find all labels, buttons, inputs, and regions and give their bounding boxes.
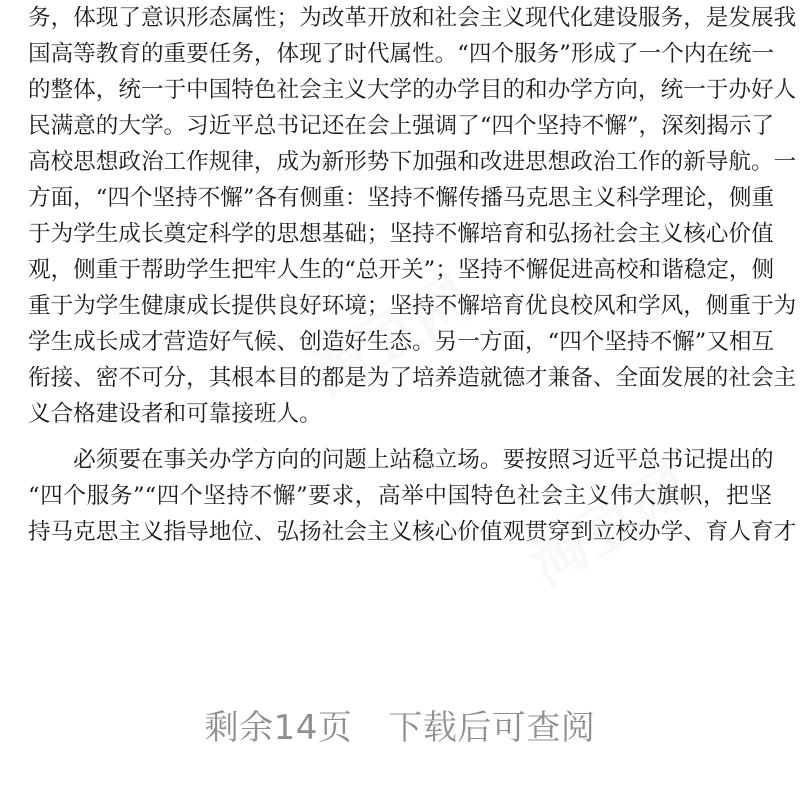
watermark-logo: 淘豆网 <box>517 453 702 600</box>
text-line: 观，侧重于帮助学生把牢人生的“总开关”；坚持不懈促进高校和谐稳定，侧 <box>28 257 775 283</box>
text-line: 必须要在事关办学方向的问题上站稳立场。要按照习近平总书记提出的 <box>28 447 774 473</box>
paragraph-2 <box>28 442 797 550</box>
paragraph-gap <box>28 432 772 442</box>
text-line: 义合格建设者和可靠接班人。 <box>28 401 322 427</box>
text-line: 的整体，统一于中国特色社会主义大学的办学目的和办学方向，统一于办好人 <box>28 77 797 103</box>
text-line: 方面，“四个坚持不懈”各有侧重：坚持不懈传播马克思主义科学理论，侧重 <box>28 185 775 211</box>
download-hint-text: 下载后可查阅 <box>388 708 596 748</box>
text-line: 重于为学生健康成长提供良好环境；坚持不懈培育优良校风和学风，侧重于为 <box>28 293 797 319</box>
document-body <box>28 0 797 550</box>
text-line: 民满意的大学。习近平总书记还在会上强调了“四个坚持不懈”，深刻揭示了 <box>28 113 775 139</box>
text-line: 于为学生成长奠定科学的思想基础；坚持不懈培育和弘扬社会主义核心价值 <box>28 221 774 247</box>
paragraph-1 <box>28 0 797 432</box>
remaining-pages-notice <box>0 704 800 752</box>
text-line: 持马克思主义指导地位、弘扬社会主义核心价值观贯穿到立校办学、育人育才 <box>28 519 797 545</box>
text-line: 国高等教育的重要任务，体现了时代属性。“四个服务”形成了一个内在统一 <box>28 41 775 67</box>
text-line: 学生成长成才营造好气候、创造好生态。另一方面，“四个坚持不懈”又相互 <box>28 329 775 355</box>
text-line: 务，体现了意识形态属性；为改革开放和社会主义现代化建设服务，是发展我 <box>28 5 797 31</box>
text-line: “四个服务”“四个坚持不懈”要求，高举中国特色社会主义伟大旗帜，把坚 <box>28 483 772 509</box>
text-line: 衔接、密不可分，其根本目的都是为了培养造就德才兼备、全面发展的社会主 <box>28 365 797 391</box>
remaining-pages-text: 剩余14页 <box>204 708 353 748</box>
text-line: 高校思想政治工作规律，成为新形势下加强和改进思想政治工作的新导航。一 <box>28 149 797 175</box>
watermark-logo: 淘豆网 <box>297 263 482 410</box>
